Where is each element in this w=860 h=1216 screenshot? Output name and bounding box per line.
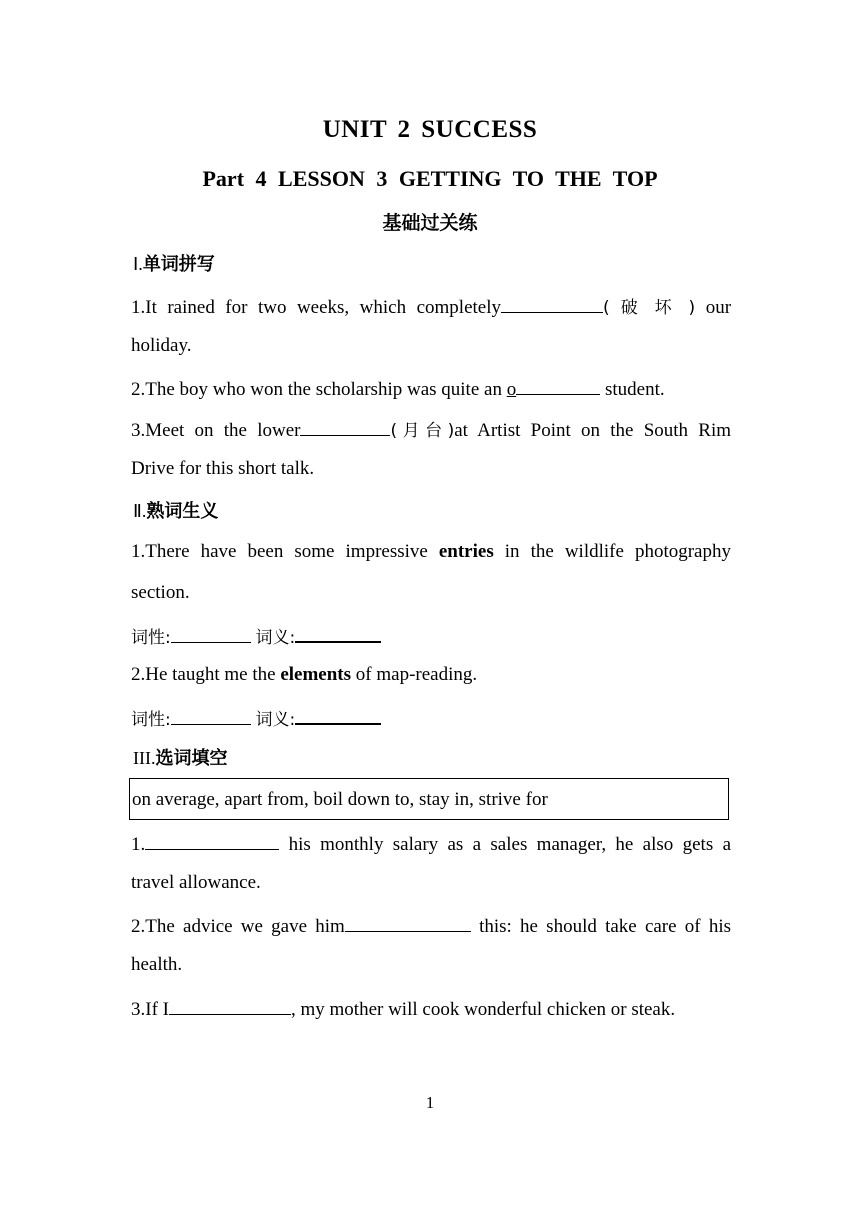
- s2-question-1-line-1: [131, 540, 731, 564]
- s3-q3-text-end: , my mother will cook wonderful chicken or steak.: [290, 999, 676, 1020]
- s2-q2-answer-row: [131, 704, 731, 732]
- s2-q2-meaning-blank[interactable]: [295, 704, 381, 725]
- s3-q1-number: 1.: [131, 834, 146, 855]
- s1-q1-hint: ( 破 坏 ): [603, 298, 696, 318]
- s1-question-1-line-1: [131, 293, 731, 320]
- s3-q1-blank[interactable]: [145, 830, 279, 850]
- section-3-heading: [133, 746, 733, 771]
- s2-q1-pos-blank[interactable]: [171, 623, 251, 643]
- section-1-numeral: Ⅰ.: [133, 254, 143, 274]
- s1-q1-blank[interactable]: [501, 293, 603, 313]
- section-2-title: 熟词生义: [146, 501, 219, 522]
- section-2-numeral: Ⅱ.: [133, 501, 147, 521]
- s3-question-2-line-2: health.: [131, 954, 183, 975]
- s3-q2-text-end: this: he should take care of his: [479, 916, 732, 937]
- s3-q3-blank[interactable]: [169, 995, 291, 1015]
- s1-q2-letter: o: [506, 379, 517, 400]
- s2-q1-meaning-blank[interactable]: [295, 622, 381, 643]
- s3-q2-blank[interactable]: [345, 912, 471, 932]
- s1-question-3-line-1: [131, 416, 731, 443]
- s1-q3-text-end: at Artist Point on the South Rim: [454, 420, 732, 441]
- s2-q2-pos-label: 词性:: [131, 710, 171, 730]
- s3-question-2-line-1: [131, 912, 731, 939]
- s2-q1-text: 1.There have been some impressive: [131, 541, 439, 562]
- word-bank-box: on average, apart from, boil down to, stay in, strive for: [129, 778, 729, 820]
- s3-q2-text: 2.The advice we gave him: [131, 916, 345, 937]
- s3-q3-text: 3.If I: [131, 999, 169, 1020]
- s1-q3-hint: (月台): [390, 421, 455, 441]
- s3-question-3: [131, 995, 731, 1022]
- s2-q2-pos-blank[interactable]: [171, 705, 251, 725]
- s1-q2-text: 2.The boy who won the scholarship was quite an: [131, 379, 507, 400]
- s1-question-2: [131, 375, 731, 402]
- s1-q2-blank[interactable]: [516, 375, 600, 395]
- page-number: 1: [425, 1093, 435, 1112]
- s1-q1-text-end: our: [705, 297, 732, 318]
- s2-q1-keyword: entries: [438, 541, 494, 562]
- s1-q2-text-end: student.: [600, 379, 665, 400]
- s1-question-3-line-2: Drive for this short talk.: [131, 458, 315, 479]
- unit-title: UNIT 2 SUCCESS: [322, 116, 538, 143]
- s1-q1-text: 1.It rained for two weeks, which completely: [131, 297, 501, 318]
- s2-q1-meaning-label: 词义:: [255, 628, 296, 648]
- s2-question-1-line-2: section.: [131, 582, 190, 603]
- s2-q1-pos-label: 词性:: [131, 628, 171, 648]
- s1-question-1-line-2: holiday.: [131, 335, 192, 356]
- s3-q1-text: his monthly salary as a sales manager, he also gets a: [288, 834, 732, 855]
- s3-question-1-line-2: travel allowance.: [131, 872, 261, 893]
- s2-question-2: [131, 663, 731, 687]
- s1-q3-text: 3.Meet on the lower: [131, 420, 301, 441]
- s2-q1-answer-row: [131, 622, 731, 650]
- s1-q3-blank[interactable]: [300, 416, 390, 436]
- s2-q2-keyword: elements: [280, 664, 352, 685]
- section-1-title: 单词拼写: [142, 254, 215, 275]
- section-1-heading: [133, 252, 733, 277]
- exercise-subtitle: 基础过关练: [382, 212, 478, 234]
- s2-q2-text: 2.He taught me the: [131, 664, 281, 685]
- s2-q1-text-end: in the wildlife photography: [493, 541, 731, 562]
- s2-q2-text-end: of map-reading.: [351, 664, 478, 685]
- s3-question-1-line-1: [131, 830, 731, 857]
- lesson-title: Part 4 LESSON 3 GETTING TO THE TOP: [202, 166, 658, 191]
- section-3-numeral: III.: [133, 748, 156, 768]
- section-3-title: 选词填空: [155, 748, 228, 769]
- section-2-heading: [133, 499, 733, 524]
- s2-q2-meaning-label: 词义:: [255, 710, 296, 730]
